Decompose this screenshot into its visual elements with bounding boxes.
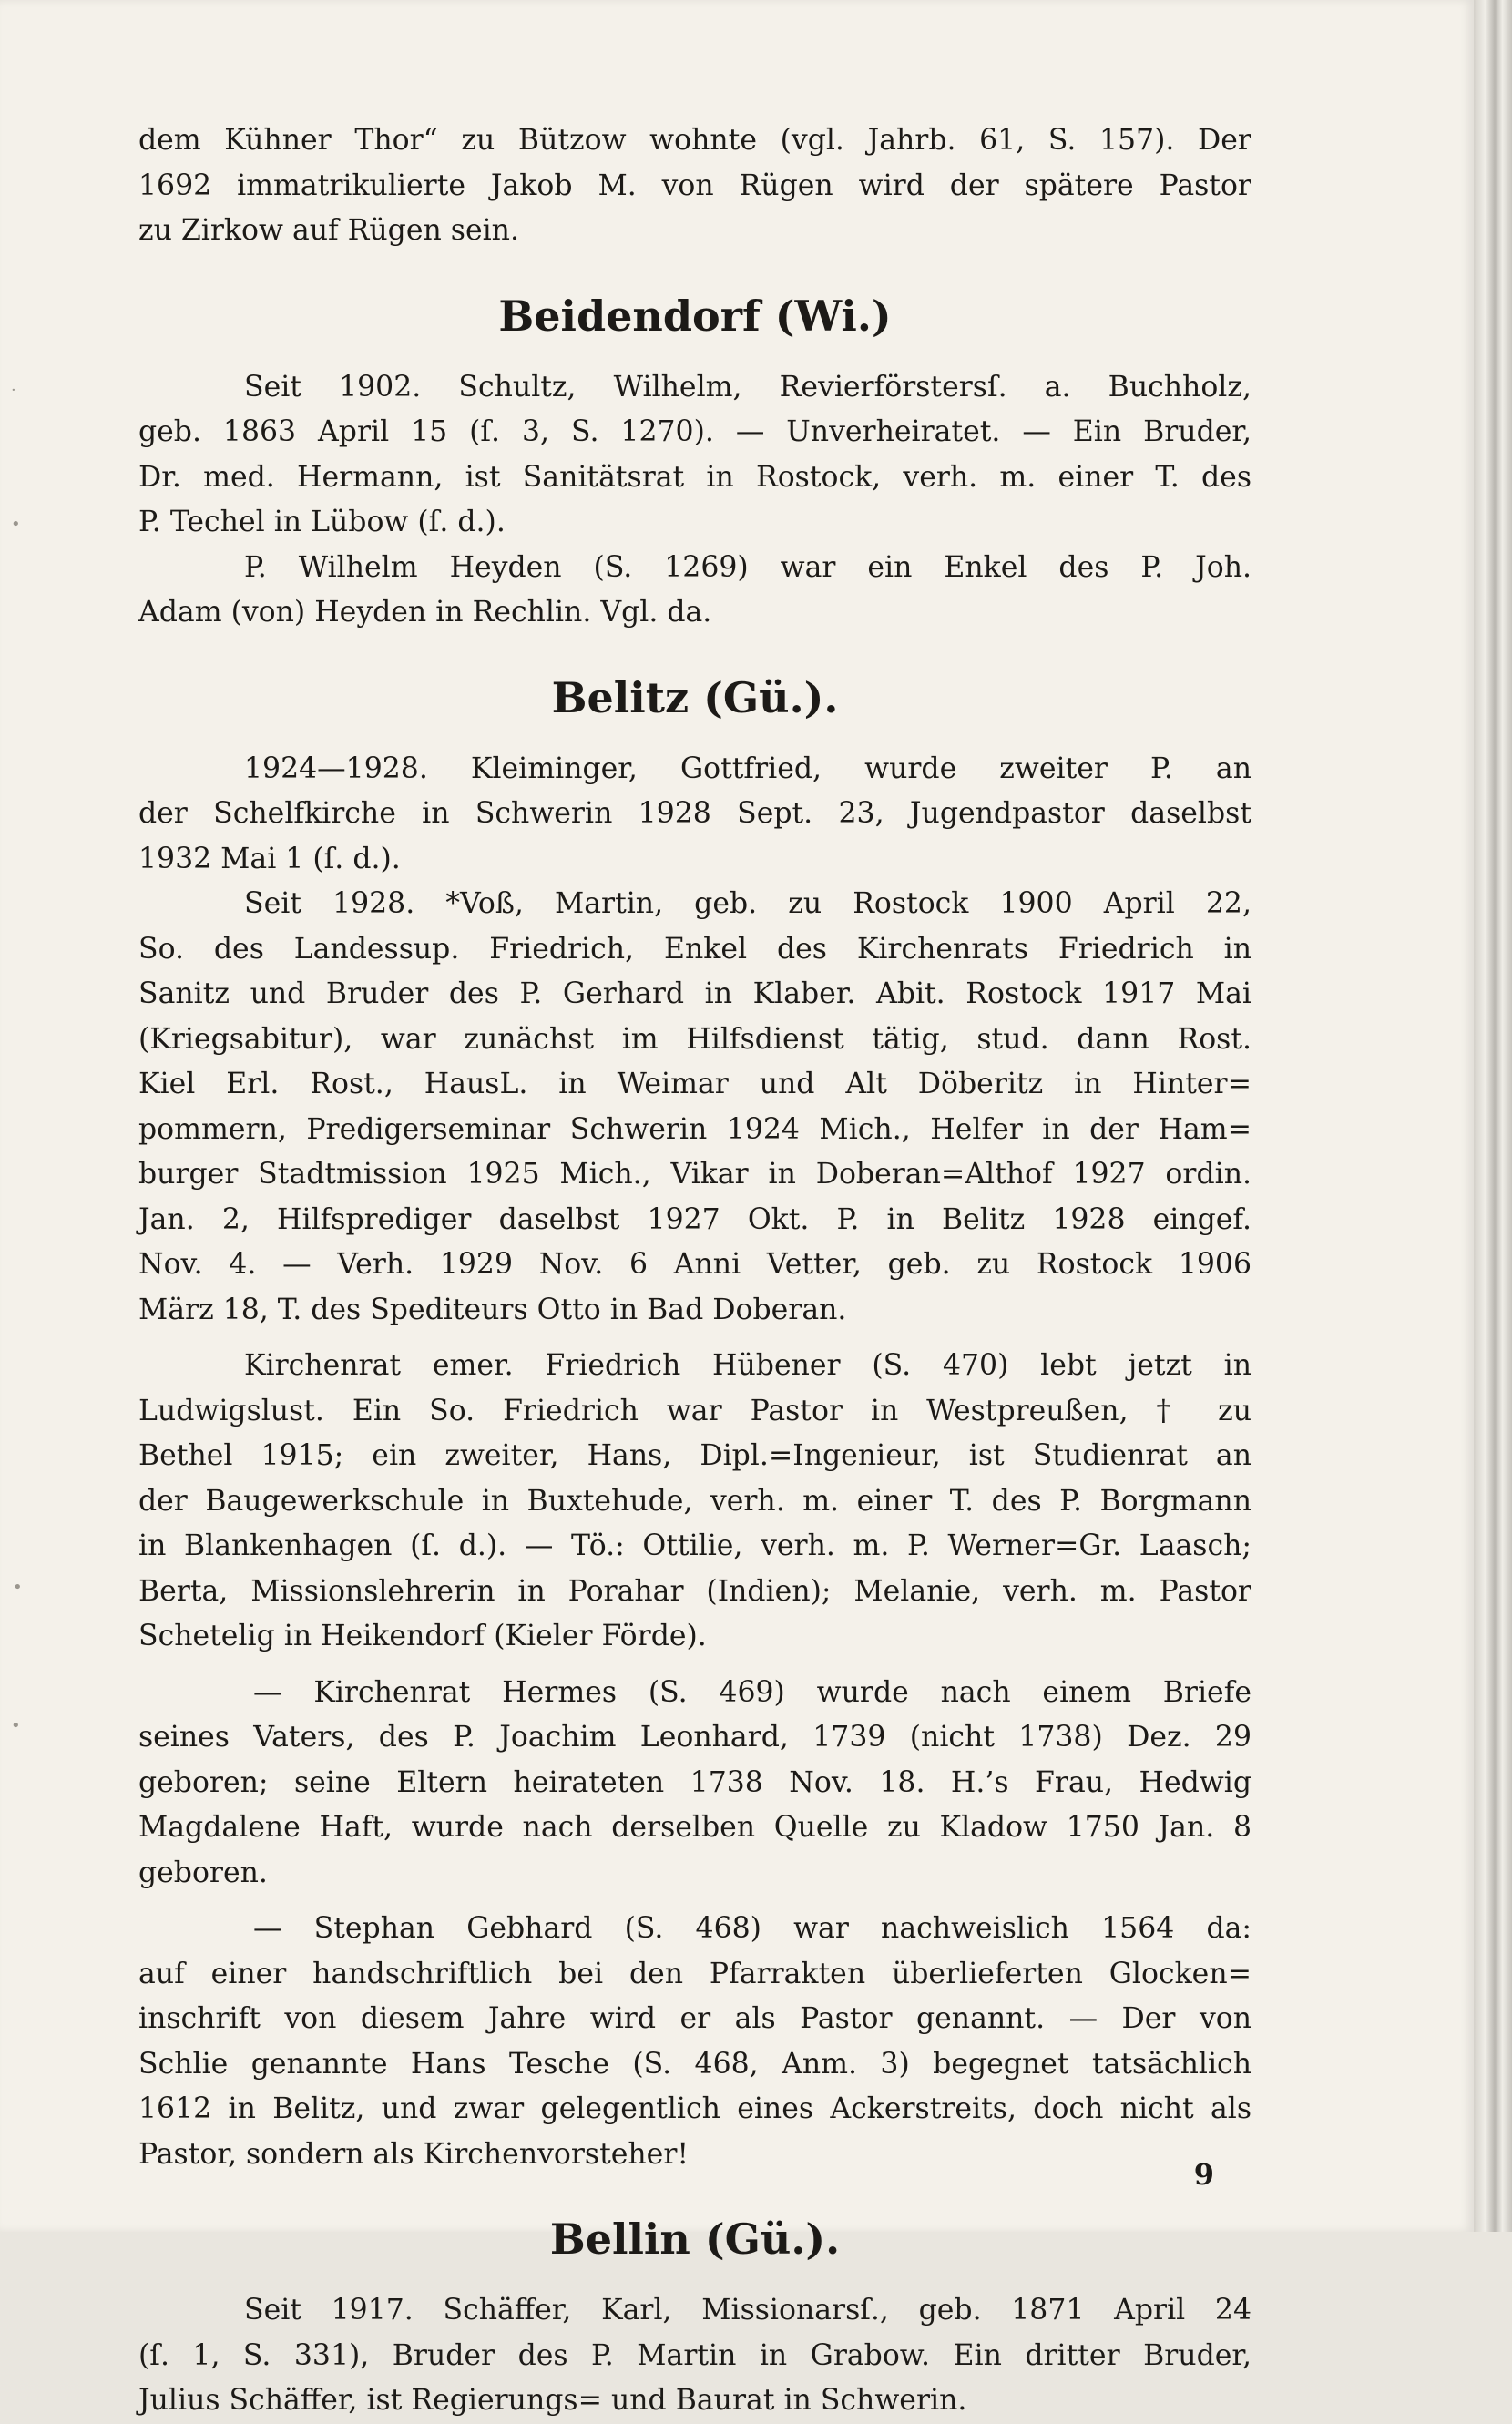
paragraph bbox=[138, 747, 1251, 883]
paragraph bbox=[138, 2288, 1251, 2424]
text-line: Kiel Erl. Rost., HausL. in Weimar und Alt Döberitz in Hinter= bbox=[138, 1068, 1251, 1100]
text-line: März 18, T. des Spediteurs Otto in Bad Doberan. bbox=[138, 1293, 847, 1326]
text-line: dem Kühner Thor“ zu Bützow wohnte (vgl. Jahrb. 61, S. 157). Der bbox=[138, 124, 1251, 157]
text-line: — Stephan Gebhard (S. 468) war nachweislich 1564 da: bbox=[253, 1912, 1251, 1945]
text-line: Kirchenrat emer. Friedrich Hübener (S. 470) lebt jetzt in bbox=[244, 1349, 1251, 1382]
text-line: Seit 1928. *Voß, Martin, geb. zu Rostock 1900 April 22, bbox=[244, 887, 1251, 920]
text-line: P. Wilhelm Heyden (S. 1269) war ein Enkel des P. Joh. bbox=[244, 550, 1251, 584]
text-line: auf einer handschriftlich bei den Pfarrakten überlieferten Glocken= bbox=[138, 1957, 1251, 1990]
paragraph bbox=[138, 546, 1251, 636]
text-line: (Kriegsabitur), war zunächst im Hilfsdienst tätig, stud. dann Rost. bbox=[138, 1022, 1251, 1056]
paragraph bbox=[138, 882, 1251, 1333]
scan-speck: • bbox=[11, 1716, 21, 1735]
scan-speck: • bbox=[13, 1578, 23, 1597]
text-line: — Kirchenrat Hermes (S. 469) wurde nach einem Briefe bbox=[253, 1675, 1251, 1709]
text-line: burger Stadtmission 1925 Mich., Vikar in Doberan=Althof 1927 ordin. bbox=[138, 1158, 1251, 1191]
text-line: Julius Schäffer, ist Regierungs= und Baurat in Schwerin. bbox=[138, 2384, 967, 2417]
text-line: Bethel 1915; ein zweiter, Hans, Dipl.=Ingenieur, ist Studienrat an bbox=[138, 1439, 1251, 1472]
text-line: P. Techel in Lübow (ſ. d.). bbox=[138, 506, 506, 538]
text-line: der Schelfkirche in Schwerin 1928 Sept. 23, Jugendpastor daselbst bbox=[138, 797, 1251, 830]
paragraph bbox=[138, 1907, 1251, 2177]
text-line: Jan. 2, Hilfsprediger daselbst 1927 Okt. P. in Belitz 1928 eingef. bbox=[138, 1202, 1251, 1236]
text-line: in Blankenhagen (ſ. d.). — Tö.: Ottilie, verh. m. P. Werner=Gr. Laasch; bbox=[138, 1529, 1251, 1562]
text-line: geboren; seine Eltern heirateten 1738 Nov. 18. H.’s Frau, Hedwig bbox=[138, 1765, 1251, 1799]
text-line: Schetelig in Heikendorf (Kieler Förde). bbox=[138, 1620, 707, 1652]
text-line: 1612 in Belitz, und zwar gelegentlich eines Ackerstreits, doch nicht als bbox=[138, 2092, 1251, 2125]
page-number: 9 bbox=[1193, 2157, 1214, 2192]
section-heading: Belitz (Gü.). bbox=[551, 672, 839, 722]
text-line: pommern, Predigerseminar Schwerin 1924 Mich., Helfer in der Ham= bbox=[138, 1112, 1251, 1146]
text-line: Berta, Missionslehrerin in Porahar (Indien); Melanie, verh. m. Pastor bbox=[138, 1574, 1251, 1608]
text-line: Nov. 4. — Verh. 1929 Nov. 6 Anni Vetter, geb. zu Rostock 1906 bbox=[138, 1248, 1251, 1281]
text-line: seines Vaters, des P. Joachim Leonhard, 1739 (nicht 1738) Dez. 29 bbox=[138, 1721, 1251, 1754]
text-line: Adam (von) Heyden in Rechlin. Vgl. da. bbox=[138, 596, 712, 629]
text-line: geboren. bbox=[138, 1856, 268, 1889]
text-line: Seit 1917. Schäffer, Karl, Missionarsſ., geb. 1871 April 24 bbox=[244, 2294, 1251, 2327]
text-line: Dr. med. Hermann, ist Sanitätsrat in Rostock, verh. m. einer T. des bbox=[138, 460, 1251, 494]
text-line: Pastor, sondern als Kirchenvorsteher! bbox=[138, 2137, 690, 2171]
book-binding-edge bbox=[1474, 0, 1512, 2232]
paragraph bbox=[138, 1344, 1251, 1660]
paragraph bbox=[138, 118, 1251, 254]
scan-speck: · bbox=[11, 381, 16, 400]
text-line: 1924—1928. Kleiminger, Gottfried, wurde zweiter P. an bbox=[244, 752, 1251, 785]
text-line: Magdalene Haft, wurde nach derselben Quelle zu Kladow 1750 Jan. 8 bbox=[138, 1811, 1251, 1844]
text-line: Sanitz und Bruder des P. Gerhard in Klaber. Abit. Rostock 1917 Mai bbox=[138, 977, 1251, 1010]
text-line: 1692 immatrikulierte Jakob M. von Rügen wird der spätere Pastor bbox=[138, 169, 1251, 202]
text-line: Schlie genannte Hans Tesche (S. 468, Anm. 3) begegnet tatsächlich bbox=[138, 2047, 1251, 2081]
section-heading: Bellin (Gü.). bbox=[549, 2214, 841, 2264]
text-line: 1932 Mai 1 (ſ. d.). bbox=[138, 842, 401, 875]
text-line: der Baugewerkschule in Buxtehude, verh. m. einer T. des P. Borgmann bbox=[138, 1484, 1251, 1518]
text-line: Seit 1902. Schultz, Wilhelm, Revierförstersſ. a. Buchholz, bbox=[244, 370, 1251, 404]
page-text bbox=[138, 118, 1251, 2424]
text-line: inschrift von diesem Jahre wird er als Pastor genannt. — Der von bbox=[138, 2002, 1251, 2035]
text-line: geb. 1863 April 15 (ſ. 3, S. 1270). — Unverheiratet. — Ein Bruder, bbox=[138, 415, 1251, 448]
text-line: (ſ. 1, S. 331), Bruder des P. Martin in Grabow. Ein dritter Bruder, bbox=[138, 2338, 1251, 2372]
text-line: Ludwigslust. Ein So. Friedrich war Pastor in Westpreußen, † zu bbox=[138, 1394, 1251, 1427]
paragraph bbox=[138, 365, 1251, 546]
text-line: So. des Landessup. Friedrich, Enkel des Kirchenrats Friedrich in bbox=[138, 932, 1251, 966]
scan-speck: • bbox=[11, 515, 21, 534]
section-heading: Beidendorf (Wi.) bbox=[498, 291, 892, 341]
text-line: zu Zirkow auf Rügen sein. bbox=[138, 214, 519, 247]
paragraph bbox=[138, 1671, 1251, 1897]
